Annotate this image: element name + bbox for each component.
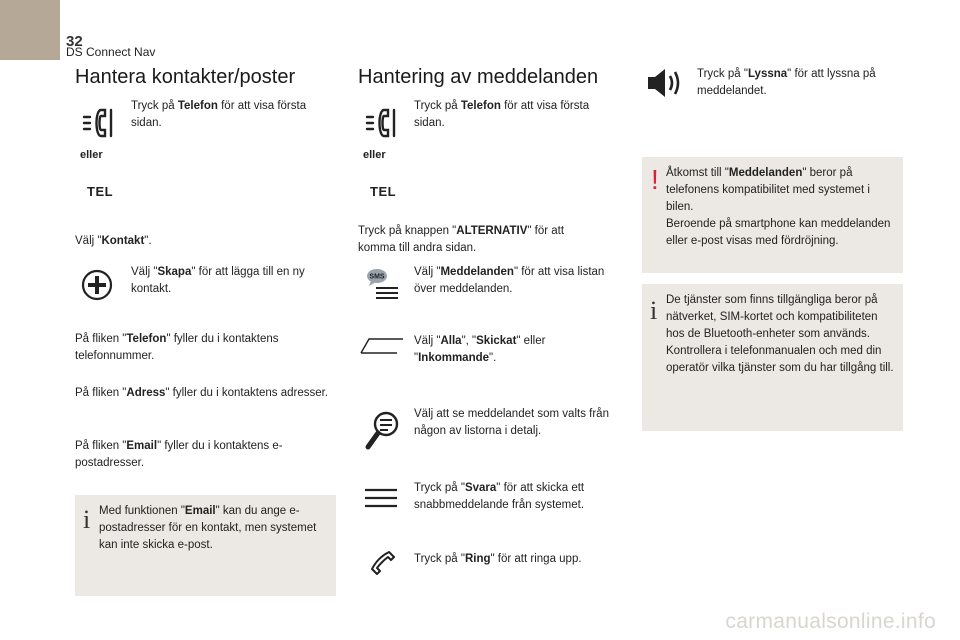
filter-tab-icon [360, 336, 404, 356]
tel-key-label: TEL [87, 184, 114, 199]
tab-email-text: På fliken "Email" fyller du i kontaktens e-postadresser. [75, 440, 283, 469]
phone-icon [80, 106, 116, 140]
tap-phone-text: Tryck på Telefon för att visa första sidan. [414, 100, 590, 129]
select-filter-text: Välj "Alla", "Skickat" eller "Inkommande". [414, 335, 546, 364]
select-contact-text: Välj "Kontakt". [75, 235, 152, 247]
select-detail-text: Välj att se meddelandet som valts från någon av listorna i detalj. [414, 408, 609, 437]
page-number: 32 [66, 33, 83, 50]
tap-call-text: Tryck på "Ring" för att ringa upp. [414, 553, 582, 565]
reply-lines-icon [363, 487, 399, 509]
info-box-email-text: Med funktionen "Email" kan du ange e-postadresser för en kontakt, men systemet kan inte skicka e-post. [99, 505, 317, 551]
phone-icon [363, 106, 399, 140]
warning-exclamation-icon: ! [651, 164, 659, 195]
info-box-services-text: De tjänster som finns tillgängliga beror på nätverket, SIM-kortet och kompatibiliteten hos de Bluetooth-enheter som används. Kontrollera i telefonmanualen och med din operatör vilka tjänster som du har tillgång till. [666, 294, 894, 374]
select-messages-text: Välj "Meddelanden" för att visa listan över meddelanden. [414, 266, 605, 295]
info-icon: i [83, 505, 91, 534]
tab-phone-text: På fliken "Telefon" fyller du i kontaktens telefonnummer. [75, 333, 279, 362]
add-plus-icon [80, 268, 114, 302]
tap-listen-text: Tryck på "Lyssna" för att lyssna på meddelandet. [697, 68, 876, 97]
tap-phone-text: Tryck på Telefon för att visa första sidan. [131, 100, 307, 129]
section-title-messages: Hantering av meddelanden [358, 66, 599, 88]
manual-title: DS Connect Nav [66, 45, 156, 59]
tap-options-text: Tryck på knappen "ALTERNATIV" för att komma till andra sidan. [358, 225, 565, 254]
sms-icon-label: SMS [369, 273, 385, 281]
watermark: carmanualsonline.info [725, 610, 936, 633]
call-handset-icon [368, 548, 398, 578]
tap-reply-text: Tryck på "Svara" för att skicka ett snabbmeddelande från systemet. [414, 482, 585, 511]
sms-list-icon [365, 266, 401, 300]
warning-box [642, 157, 903, 273]
info-box-email [75, 495, 336, 596]
detail-magnifier-icon [364, 409, 402, 451]
info-box-services [642, 284, 903, 431]
warning-box-text: Åtkomst till "Meddelanden" beror på telefonens kompatibilitet med systemet i bilen. Beroende på smartphone kan meddelanden eller e-post visas med fördröjning. [666, 167, 891, 247]
corner-tab [0, 0, 60, 60]
section-title-contacts: Hantera kontakter/poster [75, 66, 296, 88]
tab-address-text: På fliken "Adress" fyller du i kontaktens adresser. [75, 387, 328, 399]
or-label: eller [80, 149, 103, 161]
tel-key-label: TEL [370, 184, 397, 199]
or-label: eller [363, 149, 386, 161]
select-create-text: Välj "Skapa" för att lägga till en ny kontakt. [131, 266, 305, 295]
info-icon: i [650, 296, 658, 325]
speaker-icon [646, 66, 684, 100]
